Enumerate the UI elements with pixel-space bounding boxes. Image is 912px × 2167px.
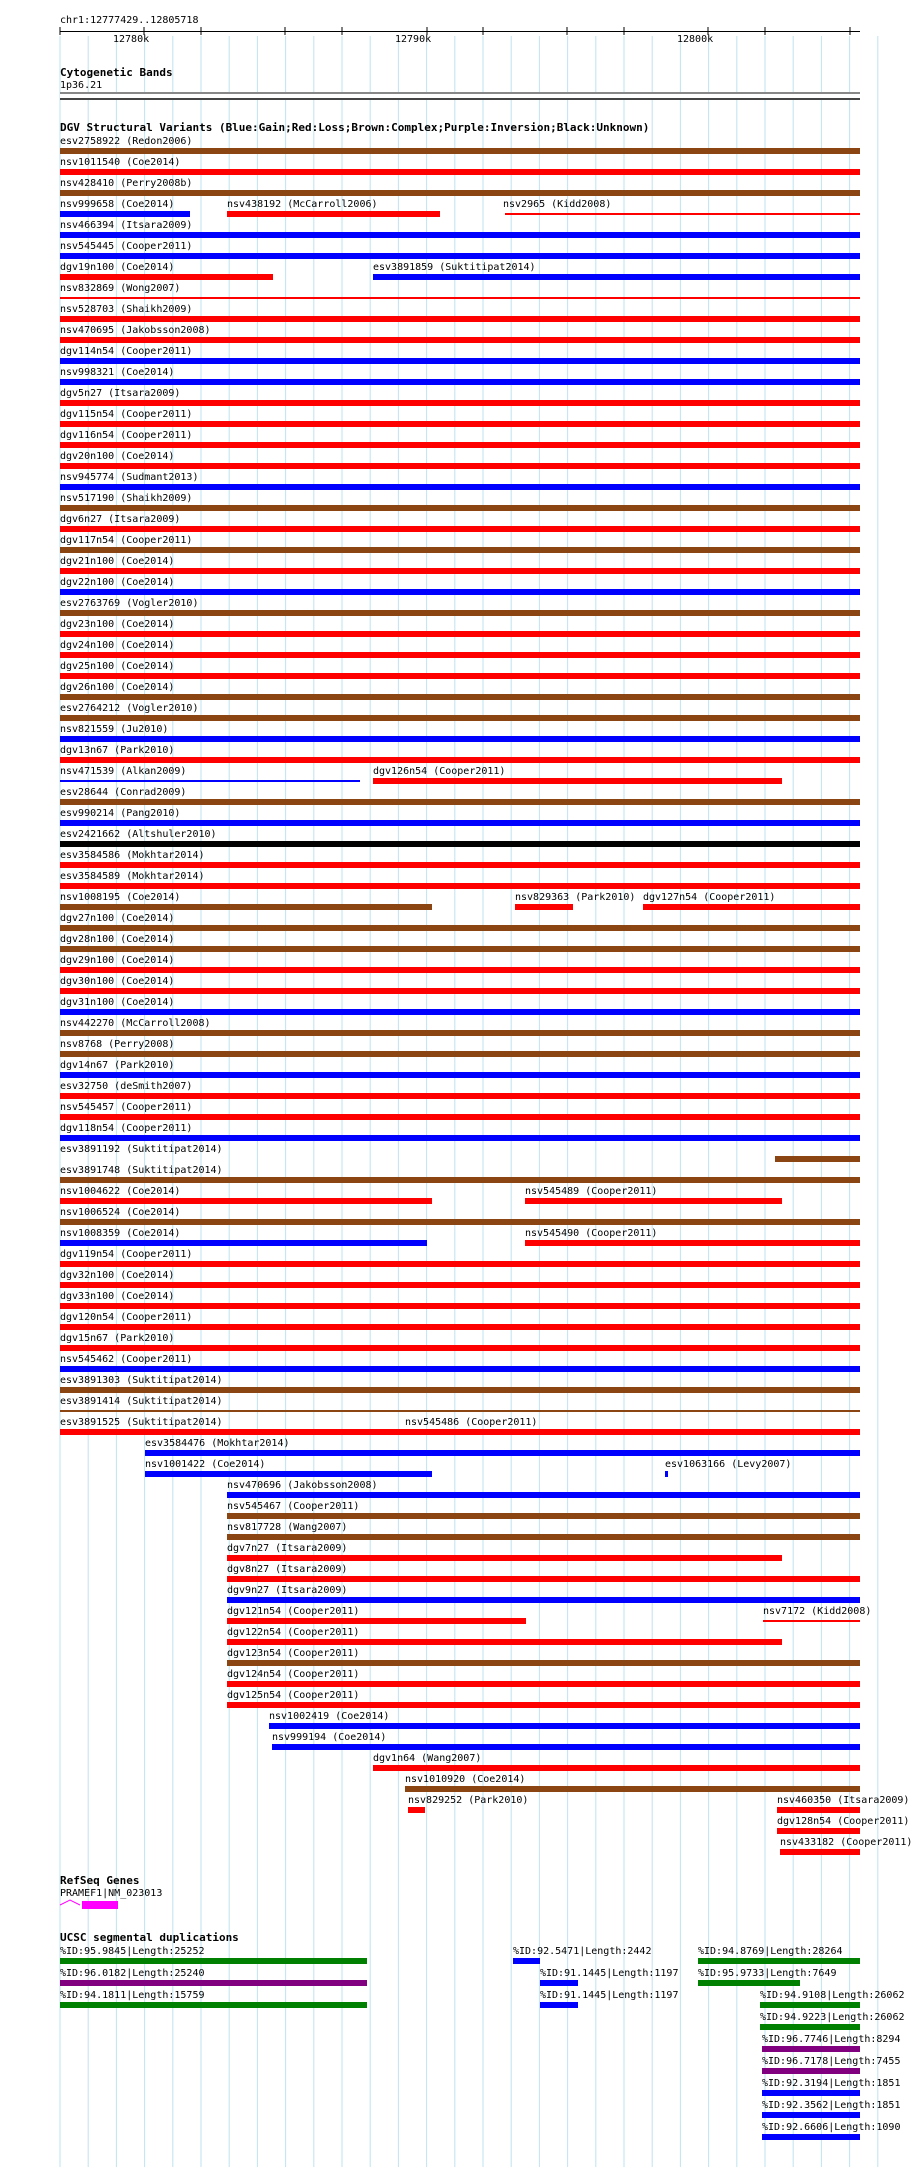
variant-bar[interactable] <box>60 400 860 406</box>
segdup-label: %ID:95.9733|Length:7649 <box>698 1968 837 1979</box>
variant-bar[interactable] <box>775 1156 860 1162</box>
variant-label: dgv6n27 (Itsara2009) <box>60 514 181 525</box>
variant-bar[interactable] <box>227 1618 526 1624</box>
variant-label: esv3891748 (Suktitipat2014) <box>60 1165 223 1176</box>
variant-bar[interactable] <box>269 1723 860 1729</box>
variant-bar[interactable] <box>60 1093 860 1099</box>
segdup-label: %ID:92.6606|Length:1090 <box>762 2122 901 2133</box>
variant-label: nsv433182 (Cooper2011) <box>780 1837 912 1848</box>
variant-label: nsv945774 (Sudmant2013) <box>60 472 199 483</box>
variant-bar[interactable] <box>227 211 440 217</box>
segdup-label: %ID:91.1445|Length:1197 <box>540 1968 679 1979</box>
segdup-label: %ID:94.1811|Length:15759 <box>60 1990 205 2001</box>
coords-label: chr1:12777429..12805718 <box>60 15 199 26</box>
variant-bar[interactable] <box>408 1807 425 1813</box>
variant-label: nsv545486 (Cooper2011) <box>405 1417 538 1428</box>
variant-label: dgv20n100 (Coe2014) <box>60 451 175 462</box>
variant-label: esv3584586 (Mokhtar2014) <box>60 850 205 861</box>
segdup-label: %ID:92.3562|Length:1851 <box>762 2100 901 2111</box>
variant-label: esv3584589 (Mokhtar2014) <box>60 871 205 882</box>
variant-bar[interactable] <box>60 631 860 637</box>
segdup-label: %ID:94.9223|Length:26062 <box>760 2012 905 2023</box>
segdup-label: %ID:92.5471|Length:2442 <box>513 1946 652 1957</box>
dgv-track-title: DGV Structural Variants (Blue:Gain;Red:Loss;Brown:Complex;Purple:Inversion;Black:Unknown) <box>60 121 650 134</box>
segdup-bar[interactable] <box>540 2002 578 2008</box>
variant-label: nsv470695 (Jakobsson2008) <box>60 325 211 336</box>
variant-label: nsv1008195 (Coe2014) <box>60 892 181 903</box>
variant-label: dgv25n100 (Coe2014) <box>60 661 175 672</box>
variant-bar[interactable] <box>227 1492 860 1498</box>
variant-bar[interactable] <box>60 1240 427 1246</box>
variant-label: nsv1001422 (Coe2014) <box>145 1459 266 1470</box>
variant-label: dgv7n27 (Itsara2009) <box>227 1543 348 1554</box>
segdup-bar[interactable] <box>762 2068 860 2074</box>
variant-label: nsv528703 (Shaikh2009) <box>60 304 193 315</box>
variant-label: esv3891414 (Suktitipat2014) <box>60 1396 223 1407</box>
variant-bar[interactable] <box>60 1387 860 1393</box>
variant-label: dgv5n27 (Itsara2009) <box>60 388 181 399</box>
segdup-label: %ID:96.0182|Length:25240 <box>60 1968 205 1979</box>
variant-bar[interactable] <box>60 1261 860 1267</box>
variant-label: nsv517190 (Shaikh2009) <box>60 493 193 504</box>
variant-label: dgv29n100 (Coe2014) <box>60 955 175 966</box>
variant-label: dgv122n54 (Cooper2011) <box>227 1627 360 1638</box>
variant-label: dgv22n100 (Coe2014) <box>60 577 175 588</box>
variant-label: esv32750 (deSmith2007) <box>60 1081 193 1092</box>
variant-label: dgv126n54 (Cooper2011) <box>373 766 506 777</box>
variant-bar[interactable] <box>60 421 860 427</box>
variant-bar[interactable] <box>60 925 860 931</box>
variant-label: dgv19n100 (Coe2014) <box>60 262 175 273</box>
segdup-bar[interactable] <box>698 1958 860 1964</box>
segdup-bar[interactable] <box>762 2112 860 2118</box>
variant-label: nsv545467 (Cooper2011) <box>227 1501 360 1512</box>
variant-bar[interactable] <box>227 1681 860 1687</box>
variant-bar[interactable] <box>272 1744 860 1750</box>
variant-bar[interactable] <box>60 1009 860 1015</box>
variant-label: esv2764212 (Vogler2010) <box>60 703 199 714</box>
variant-bar[interactable] <box>60 946 860 952</box>
variant-label: nsv545445 (Cooper2011) <box>60 241 193 252</box>
variant-bar[interactable] <box>60 358 860 364</box>
variant-bar[interactable] <box>145 1471 432 1477</box>
variant-bar[interactable] <box>60 1410 860 1412</box>
variant-bar[interactable] <box>60 1429 432 1435</box>
segdup-bar[interactable] <box>698 1980 800 1986</box>
variant-bar[interactable] <box>60 694 860 700</box>
variant-label: nsv545489 (Cooper2011) <box>525 1186 658 1197</box>
variant-bar[interactable] <box>60 1030 860 1036</box>
variant-label: nsv829252 (Park2010) <box>408 1795 529 1806</box>
variant-label: nsv1006524 (Coe2014) <box>60 1207 181 1218</box>
segdup-bar[interactable] <box>60 1980 367 1986</box>
variant-bar[interactable] <box>227 1639 782 1645</box>
variant-bar[interactable] <box>60 799 860 805</box>
variant-label: nsv7172 (Kidd2008) <box>763 1606 872 1617</box>
variant-bar[interactable] <box>60 1303 860 1309</box>
variant-label: dgv118n54 (Cooper2011) <box>60 1123 193 1134</box>
variant-label: nsv8768 (Perry2008) <box>60 1039 175 1050</box>
variant-bar[interactable] <box>60 1345 860 1351</box>
variant-bar[interactable] <box>60 211 190 217</box>
variant-bar[interactable] <box>373 778 782 784</box>
variant-bar[interactable] <box>515 904 573 910</box>
variant-bar[interactable] <box>643 904 860 910</box>
variant-bar[interactable] <box>60 988 860 994</box>
variant-bar[interactable] <box>227 1513 860 1519</box>
variant-label: nsv999658 (Coe2014) <box>60 199 175 210</box>
variant-label: dgv9n27 (Itsara2009) <box>227 1585 348 1596</box>
variant-bar[interactable] <box>60 274 273 280</box>
variant-label: nsv1011540 (Coe2014) <box>60 157 181 168</box>
refseq-track-title: RefSeq Genes <box>60 1874 140 1887</box>
variant-bar[interactable] <box>227 1534 860 1540</box>
variant-bar[interactable] <box>60 589 860 595</box>
variant-label: esv990214 (Pang2010) <box>60 808 181 819</box>
variant-label: esv2763769 (Vogler2010) <box>60 598 199 609</box>
variant-label: dgv125n54 (Cooper2011) <box>227 1690 360 1701</box>
segdup-bar[interactable] <box>762 2090 860 2096</box>
variant-bar[interactable] <box>505 213 860 215</box>
variant-label: nsv1008359 (Coe2014) <box>60 1228 181 1239</box>
ruler-tick-label: 12800k <box>677 34 714 45</box>
variant-label: dgv21n100 (Coe2014) <box>60 556 175 567</box>
variant-bar[interactable] <box>60 862 860 868</box>
variant-label: nsv470696 (Jakobsson2008) <box>227 1480 378 1491</box>
variant-label: dgv123n54 (Cooper2011) <box>227 1648 360 1659</box>
variant-label: dgv124n54 (Cooper2011) <box>227 1669 360 1680</box>
ruler-tick-label: 12790k <box>395 34 432 45</box>
variant-label: esv2758922 (Redon2006) <box>60 136 193 147</box>
variant-bar[interactable] <box>60 379 860 385</box>
variant-bar[interactable] <box>60 190 860 196</box>
variant-label: nsv1004622 (Coe2014) <box>60 1186 181 1197</box>
variant-bar[interactable] <box>60 297 860 299</box>
segdup-bar[interactable] <box>60 2002 367 2008</box>
variant-bar[interactable] <box>60 1177 860 1183</box>
variant-label: esv3891192 (Suktitipat2014) <box>60 1144 223 1155</box>
segdup-label: %ID:94.9108|Length:26062 <box>760 1990 905 2001</box>
variant-bar[interactable] <box>780 1849 860 1855</box>
variant-label: nsv832869 (Wong2007) <box>60 283 181 294</box>
variant-bar[interactable] <box>60 526 860 532</box>
variant-label: dgv32n100 (Coe2014) <box>60 1270 175 1281</box>
variant-label: nsv466394 (Itsara2009) <box>60 220 193 231</box>
variant-bar[interactable] <box>60 547 860 553</box>
variant-bar[interactable] <box>777 1828 860 1834</box>
cytoband-title: Cytogenetic Bands <box>60 66 173 79</box>
variant-label: nsv817728 (Wang2007) <box>227 1522 348 1533</box>
variant-label: nsv545457 (Cooper2011) <box>60 1102 193 1113</box>
variant-bar[interactable] <box>60 1219 860 1225</box>
refseq-gene-model[interactable] <box>60 1898 120 1912</box>
variant-bar[interactable] <box>60 757 860 763</box>
variant-bar[interactable] <box>60 484 860 490</box>
variant-bar[interactable] <box>60 232 860 238</box>
variant-bar[interactable] <box>60 820 860 826</box>
variant-label: esv3584476 (Mokhtar2014) <box>145 1438 290 1449</box>
segdup-label: %ID:96.7178|Length:7455 <box>762 2056 901 2067</box>
variant-bar[interactable] <box>60 1198 432 1204</box>
variant-bar[interactable] <box>60 1282 860 1288</box>
variant-label: dgv116n54 (Cooper2011) <box>60 430 193 441</box>
variant-label: dgv27n100 (Coe2014) <box>60 913 175 924</box>
variant-label: dgv15n67 (Park2010) <box>60 1333 175 1344</box>
variant-bar[interactable] <box>60 169 860 175</box>
variant-bar[interactable] <box>60 442 860 448</box>
variant-bar[interactable] <box>227 1702 860 1708</box>
variant-label: nsv460350 (Itsara2009) <box>777 1795 910 1806</box>
variant-label: dgv117n54 (Cooper2011) <box>60 535 193 546</box>
variant-bar[interactable] <box>60 1366 860 1372</box>
variant-label: dgv14n67 (Park2010) <box>60 1060 175 1071</box>
variant-bar[interactable] <box>405 1429 860 1435</box>
ruler-axis <box>60 31 860 32</box>
variant-bar[interactable] <box>60 715 860 721</box>
variant-label: esv3891859 (Suktitipat2014) <box>373 262 536 273</box>
variant-bar[interactable] <box>227 1576 860 1582</box>
cytoband-bar[interactable] <box>60 92 860 100</box>
segdup-label: %ID:96.7746|Length:8294 <box>762 2034 901 2045</box>
ruler-tick-label: 12780k <box>113 34 150 45</box>
variant-bar[interactable] <box>525 1198 782 1204</box>
segdup-bar[interactable] <box>540 1980 578 1986</box>
variant-label: dgv31n100 (Coe2014) <box>60 997 175 1008</box>
variant-label: nsv2965 (Kidd2008) <box>503 199 612 210</box>
variant-label: nsv1002419 (Coe2014) <box>269 1711 390 1722</box>
variant-bar[interactable] <box>60 1324 860 1330</box>
variant-bar[interactable] <box>60 568 860 574</box>
variant-label: dgv8n27 (Itsara2009) <box>227 1564 348 1575</box>
cytoband-label: 1p36.21 <box>60 80 103 91</box>
variant-label: dgv30n100 (Coe2014) <box>60 976 175 987</box>
segdup-bar[interactable] <box>762 2134 860 2140</box>
segdup-bar[interactable] <box>760 2002 860 2008</box>
variant-label: nsv998321 (Coe2014) <box>60 367 175 378</box>
variant-bar[interactable] <box>373 274 860 280</box>
variant-label: esv3891303 (Suktitipat2014) <box>60 1375 223 1386</box>
variant-bar[interactable] <box>60 967 860 973</box>
segdup-bar[interactable] <box>760 2024 860 2030</box>
variant-label: nsv438192 (McCarroll2006) <box>227 199 378 210</box>
variant-bar[interactable] <box>60 883 860 889</box>
variant-bar[interactable] <box>60 780 360 782</box>
variant-label: esv2421662 (Altshuler2010) <box>60 829 217 840</box>
variant-label: dgv115n54 (Cooper2011) <box>60 409 193 420</box>
segdup-label: %ID:95.9845|Length:25252 <box>60 1946 205 1957</box>
variant-bar[interactable] <box>777 1807 860 1813</box>
variant-label: nsv999194 (Coe2014) <box>272 1732 387 1743</box>
variant-bar[interactable] <box>60 841 860 847</box>
variant-label: dgv127n54 (Cooper2011) <box>643 892 776 903</box>
variant-label: dgv23n100 (Coe2014) <box>60 619 175 630</box>
variant-bar[interactable] <box>145 1450 860 1456</box>
variant-label: esv3891525 (Suktitipat2014) <box>60 1417 223 1428</box>
variant-bar[interactable] <box>60 1072 860 1078</box>
variant-bar[interactable] <box>60 316 860 322</box>
variant-label: nsv1010920 (Coe2014) <box>405 1774 526 1785</box>
variant-label: dgv128n54 (Cooper2011) <box>777 1816 910 1827</box>
variant-bar[interactable] <box>60 1135 860 1141</box>
variant-bar[interactable] <box>405 1786 860 1792</box>
variant-label: dgv114n54 (Cooper2011) <box>60 346 193 357</box>
variant-label: dgv121n54 (Cooper2011) <box>227 1606 360 1617</box>
variant-label: nsv471539 (Alkan2009) <box>60 766 187 777</box>
variant-bar[interactable] <box>60 253 860 259</box>
segdup-label: %ID:91.1445|Length:1197 <box>540 1990 679 2001</box>
variant-bar[interactable] <box>227 1660 860 1666</box>
variant-label: dgv1n64 (Wang2007) <box>373 1753 482 1764</box>
segdup-bar[interactable] <box>513 1958 540 1964</box>
variant-bar[interactable] <box>665 1471 668 1477</box>
variant-bar[interactable] <box>525 1240 860 1246</box>
variant-bar[interactable] <box>60 673 860 679</box>
variant-label: esv1063166 (Levy2007) <box>665 1459 792 1470</box>
variant-label: dgv26n100 (Coe2014) <box>60 682 175 693</box>
variant-bar[interactable] <box>60 505 860 511</box>
refseq-gene-label[interactable]: PRAMEF1|NM_023013 <box>60 1888 163 1899</box>
variant-bar[interactable] <box>60 148 860 154</box>
segdup-label: %ID:94.8769|Length:28264 <box>698 1946 843 1957</box>
variant-bar[interactable] <box>60 1051 860 1057</box>
variant-label: dgv13n67 (Park2010) <box>60 745 175 756</box>
variant-bar[interactable] <box>60 1114 860 1120</box>
variant-bar[interactable] <box>60 463 860 469</box>
segdup-bar[interactable] <box>762 2046 860 2052</box>
variant-label: nsv442270 (McCarroll2008) <box>60 1018 211 1029</box>
variant-label: dgv120n54 (Cooper2011) <box>60 1312 193 1323</box>
variant-bar[interactable] <box>60 337 860 343</box>
variant-label: nsv829363 (Park2010) <box>515 892 636 903</box>
variant-label: nsv545462 (Cooper2011) <box>60 1354 193 1365</box>
variant-label: nsv821559 (Ju2010) <box>60 724 169 735</box>
segdup-label: %ID:92.3194|Length:1851 <box>762 2078 901 2089</box>
variant-bar[interactable] <box>373 1765 860 1771</box>
variant-label: dgv24n100 (Coe2014) <box>60 640 175 651</box>
variant-label: dgv33n100 (Coe2014) <box>60 1291 175 1302</box>
segdups-track-title: UCSC segmental duplications <box>60 1931 239 1944</box>
variant-label: nsv428410 (Perry2008b) <box>60 178 193 189</box>
variant-bar[interactable] <box>227 1597 860 1603</box>
variant-bar[interactable] <box>60 610 860 616</box>
variant-label: dgv119n54 (Cooper2011) <box>60 1249 193 1260</box>
variant-bar[interactable] <box>60 904 432 910</box>
variant-bar[interactable] <box>60 652 860 658</box>
variant-bar[interactable] <box>227 1555 782 1561</box>
variant-label: nsv545490 (Cooper2011) <box>525 1228 658 1239</box>
variant-bar[interactable] <box>60 736 860 742</box>
segdup-bar[interactable] <box>60 1958 367 1964</box>
variant-label: dgv28n100 (Coe2014) <box>60 934 175 945</box>
variant-label: esv28644 (Conrad2009) <box>60 787 187 798</box>
variant-bar[interactable] <box>763 1620 860 1622</box>
